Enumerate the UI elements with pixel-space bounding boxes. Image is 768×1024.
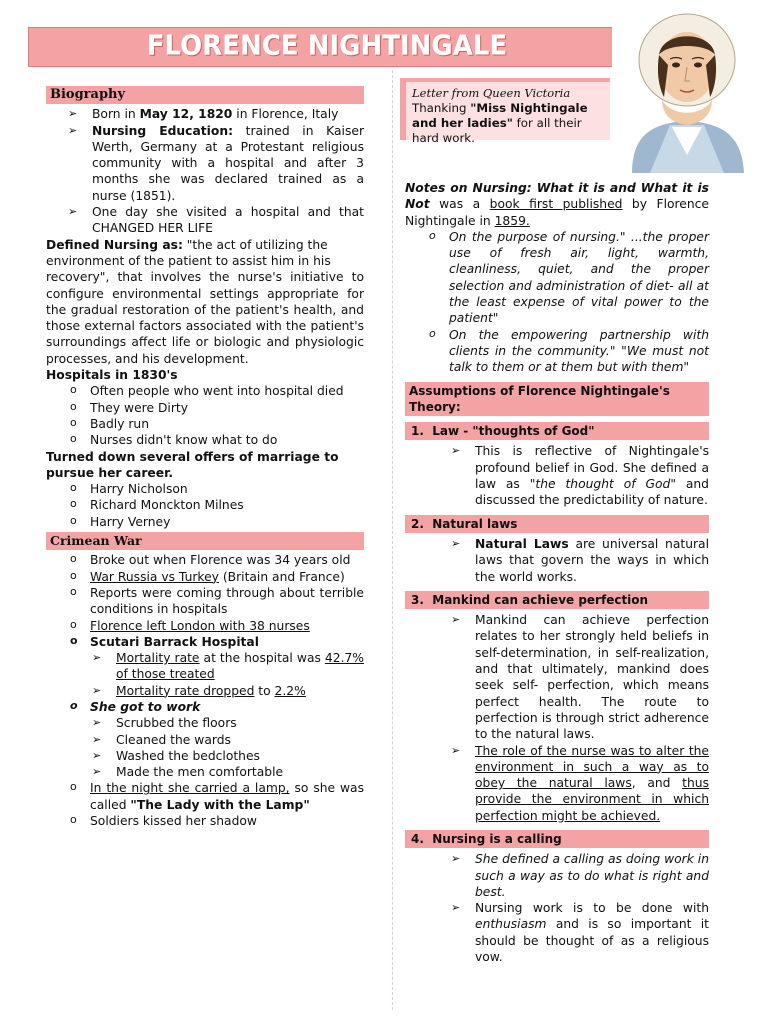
marriage-heading: Turned down several offers of marriage to pursue her career. bbox=[46, 449, 339, 480]
list-item: ➢ Washed the bedclothes bbox=[46, 748, 364, 764]
list-item: o They were Dirty bbox=[46, 400, 364, 416]
column-divider bbox=[392, 70, 393, 1010]
notes-paragraph bbox=[405, 180, 709, 229]
notes-list bbox=[405, 229, 709, 376]
crimean-heading: Crimean War bbox=[46, 532, 364, 550]
assumption-title: Mankind can achieve perfection bbox=[432, 592, 649, 607]
right-column bbox=[405, 180, 709, 965]
item-text: One day she visited a hospital and that CHANGED HER LIFE bbox=[92, 205, 364, 236]
hospitals-list bbox=[46, 383, 364, 448]
assumptions-heading: Assumptions of Florence Nightingale's Theory: bbox=[405, 382, 709, 417]
assumption-3-list bbox=[405, 612, 709, 824]
notes-text: by Florence Nightingale in bbox=[405, 197, 709, 228]
item-text: (Britain and France) bbox=[218, 569, 345, 584]
letter-post: for all their hard work. bbox=[412, 116, 582, 145]
list-item: o Nurses didn't know what to do bbox=[46, 432, 364, 448]
item-label: Nursing Education: bbox=[92, 123, 233, 138]
list-item bbox=[46, 683, 364, 699]
portrait-illustration bbox=[612, 5, 762, 173]
defined-label: Defined Nursing as: bbox=[46, 237, 183, 252]
letter-from: Letter from Queen Victoria bbox=[412, 86, 571, 100]
list-item: o Often people who went into hospital died bbox=[46, 383, 364, 399]
item-text: Mortality rate dropped bbox=[116, 683, 255, 698]
list-item bbox=[405, 743, 709, 824]
item-text: In the night she carried a lamp, bbox=[90, 781, 290, 796]
list-item: ➢ Mankind can achieve perfection relates to her strongly held beliefs in self-determination, in self-realization, and that ultimately, mankind does seek self- perfection, which means perfect health. The route to perfection is through strict adherence to the natural laws. bbox=[405, 612, 709, 742]
list-item: o Florence left London with 38 nurses bbox=[46, 618, 364, 634]
letter-quote: "Miss Nightingale and her ladies" bbox=[412, 101, 588, 130]
item-text: 42.7% of those treated bbox=[116, 651, 364, 682]
item-text: Born in bbox=[92, 107, 140, 122]
letter-text bbox=[412, 101, 604, 146]
item-text: Mortality rate bbox=[116, 651, 200, 666]
assumption-1-heading: 1. Law - "thoughts of God" bbox=[405, 422, 709, 440]
work-list bbox=[46, 699, 364, 715]
assumption-title: Law - "thoughts of God" bbox=[432, 424, 595, 439]
work-tasks bbox=[46, 715, 364, 780]
crimean-list bbox=[46, 552, 364, 650]
defined-nursing-cont: recovery", that involves the nurse's initiative to configure environmental settings appropriate for the gradual restoration of the patient's health, and those external factors associated with the patient's surroundings affect life or biologic and physiologic processes, and his development. bbox=[46, 270, 364, 366]
notes-text: was a bbox=[429, 197, 490, 212]
item-text: Nursing work is to be done with bbox=[475, 901, 709, 916]
list-item: o Broke out when Florence was 34 years old bbox=[46, 552, 364, 568]
hospitals-heading: Hospitals in 1830's bbox=[46, 368, 178, 383]
list-item: o On the empowering partnership with clients in the community." "We must not talk to them or at them but with them" bbox=[405, 327, 709, 376]
item-text: trained in Kaiser Werth, Germany at a Protestant religious community with a hospital and after 3 months she was declared trained as a nurse (1851). bbox=[92, 123, 364, 203]
list-item: o On the purpose of nursing." ...the proper use of fresh air, light, warmth, cleanliness, quiet, and the proper selection and administration of diet- all at the least expense of vital power to the patient" bbox=[405, 229, 709, 327]
item-text: so she was called bbox=[90, 781, 364, 812]
defined-nursing bbox=[46, 237, 364, 270]
assumption-1-list bbox=[405, 443, 709, 508]
list-item: o Soldiers kissed her shadow bbox=[46, 813, 364, 829]
letter-box bbox=[400, 78, 610, 145]
birth-date: May 12, 1820 bbox=[139, 107, 233, 122]
list-item bbox=[405, 900, 709, 965]
notes-year: 1859. bbox=[494, 213, 530, 228]
list-item: o Harry Verney bbox=[46, 514, 364, 530]
list-item: o Scutari Barrack Hospital bbox=[46, 634, 364, 650]
item-text: are universal natural laws that govern the ways in which the world works. bbox=[475, 536, 709, 584]
list-item: ➢ Made the men comfortable bbox=[46, 764, 364, 780]
assumption-2-list bbox=[405, 536, 709, 585]
defined-text: "the act of utilizing the environment of the patient to assist him in his bbox=[46, 237, 331, 268]
list-item: ➢ Cleaned the wards bbox=[46, 732, 364, 748]
list-item bbox=[46, 106, 364, 122]
scutari-list bbox=[46, 650, 364, 699]
item-text: War Russia vs Turkey bbox=[90, 569, 219, 584]
list-item bbox=[46, 569, 364, 585]
list-item bbox=[405, 443, 709, 508]
item-text: enthusiasm bbox=[475, 917, 547, 932]
assumption-4-heading: 4. Nursing is a calling bbox=[405, 830, 709, 848]
biography-heading: Biography bbox=[46, 86, 364, 104]
item-text: the thought of God bbox=[535, 477, 671, 492]
list-item bbox=[46, 780, 364, 813]
list-item bbox=[46, 123, 364, 204]
item-text: This is reflective of Nightingale's profound belief in God. She defined a law as " bbox=[475, 444, 709, 492]
item-text: " and discussed the predictability of nature. bbox=[475, 477, 709, 508]
page-title: FLORENCE NIGHTINGALE bbox=[146, 30, 508, 62]
item-text: The role of the nurse was to alter the environment in such a way as to obey the natural laws bbox=[475, 743, 709, 791]
lamp-nickname: "The Lady with the Lamp" bbox=[130, 797, 310, 812]
notes-title: Notes on Nursing: What it is and What it is Not bbox=[405, 181, 709, 212]
item-text: 2.2% bbox=[274, 683, 306, 698]
list-item bbox=[46, 650, 364, 683]
assumption-2-heading: 2. Natural laws bbox=[405, 515, 709, 533]
notes-text: book first published bbox=[489, 197, 623, 212]
biography-list bbox=[46, 106, 364, 236]
left-column bbox=[46, 84, 364, 829]
item-text: and is so important it should be thought of as a religious vow. bbox=[475, 917, 709, 965]
lamp-list bbox=[46, 780, 364, 829]
list-item: o She got to work bbox=[46, 699, 364, 715]
list-item: o Harry Nicholson bbox=[46, 481, 364, 497]
item-text: Natural Laws bbox=[475, 536, 569, 551]
list-item: ➢ Scrubbed the floors bbox=[46, 715, 364, 731]
list-item: o Reports were coming through about terrible conditions in hospitals bbox=[46, 585, 364, 618]
list-item bbox=[405, 536, 709, 585]
item-text: in Florence, Italy bbox=[232, 107, 339, 122]
title-banner bbox=[28, 27, 626, 67]
assumption-4-list bbox=[405, 851, 709, 965]
letter-inner bbox=[406, 82, 610, 145]
assumption-title: Nursing is a calling bbox=[432, 831, 562, 846]
suitors-list bbox=[46, 481, 364, 530]
item-text: , and bbox=[631, 776, 683, 791]
item-text: to bbox=[254, 683, 275, 698]
list-item: ➢ She defined a calling as doing work in such a way as to do what is right and best. bbox=[405, 851, 709, 900]
assumption-3-heading: 3. Mankind can achieve perfection bbox=[405, 591, 709, 609]
letter-pre: Thanking bbox=[412, 101, 471, 115]
item-text: thus provide the environment in which perfection might be achieved. bbox=[475, 776, 709, 823]
item-text: at the hospital was bbox=[199, 651, 325, 666]
assumption-title: Natural laws bbox=[432, 516, 518, 531]
list-item bbox=[46, 204, 364, 237]
list-item: o Badly run bbox=[46, 416, 364, 432]
list-item: o Richard Monckton Milnes bbox=[46, 497, 364, 513]
